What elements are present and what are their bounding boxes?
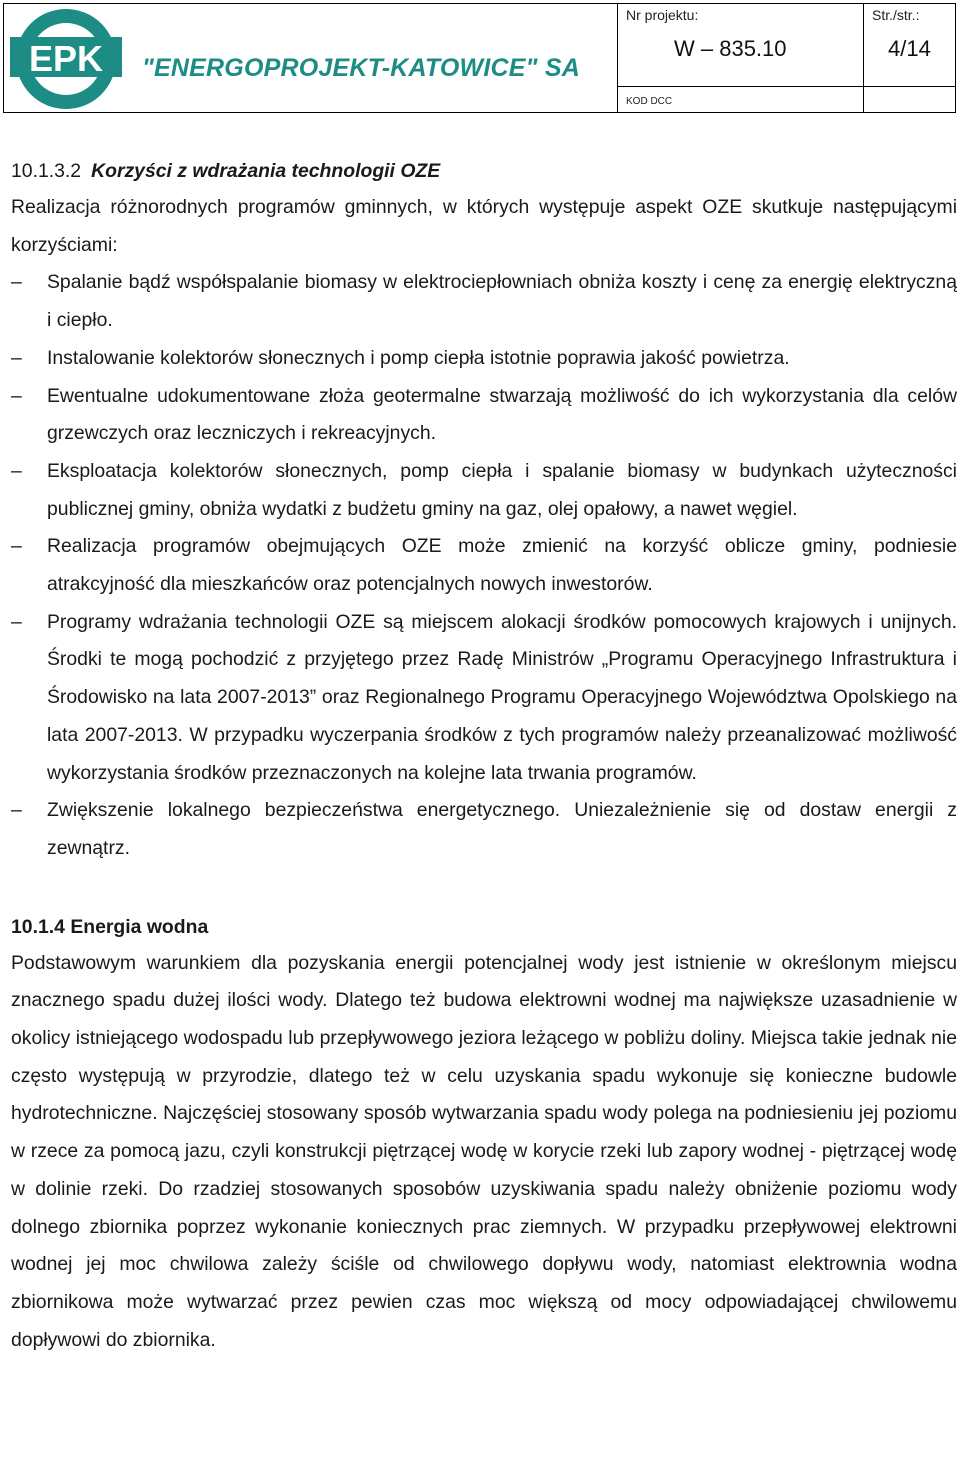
list-item xyxy=(11,264,957,339)
list-item xyxy=(11,378,957,453)
page-label: Str./str.: xyxy=(872,7,920,23)
code-label: KOD DCC xyxy=(626,96,673,107)
header-page-cell xyxy=(864,4,955,112)
list-item xyxy=(11,528,957,603)
logo-text: EPK xyxy=(28,38,104,79)
header-logo-cell xyxy=(4,4,618,112)
list-item-text: Eksploatacja kolektorów słonecznych, pomp ciepła i spalanie biomasy w budynkach użyteczności publicznej gminy, obniża wydatki z budżetu gminy na gaz, olej opałowy, a nawet węgiel. xyxy=(47,459,957,520)
list-item-text: Instalowanie kolektorów słonecznych i pomp ciepła istotnie poprawia jakość powietrza. xyxy=(47,346,790,369)
list-item xyxy=(11,604,957,793)
dash-bullet: – xyxy=(11,271,22,294)
list-item xyxy=(11,453,957,528)
list-item xyxy=(11,792,957,867)
list-item-text: Zwiększenie lokalnego bezpieczeństwa energetycznego. Uniezależnienie się od dostaw energii z zewnątrz. xyxy=(47,799,957,859)
section-title: Korzyści z wdrażania technologii OZE xyxy=(91,160,441,182)
benefits-list xyxy=(11,264,957,867)
dash-bullet: – xyxy=(11,384,22,407)
dash-bullet: – xyxy=(11,799,22,822)
section-heading-10-1-4 xyxy=(11,912,957,942)
list-item-text: Ewentualne udokumentowane złoża geotermalne stwarzają możliwość do ich wykorzystania dla celów grzewczych oraz leczniczych i rekreacyjnych. xyxy=(47,384,957,445)
list-item-text: Realizacja programów obejmujących OZE może zmienić na korzyść oblicze gminy, podniesie atrakcyjność dla mieszkańców oraz potencjalnych nowych inwestorów. xyxy=(47,535,957,596)
intro-paragraph: Realizacja różnorodnych programów gminnych, w których występuje aspekt OZE skutkuje następującymi korzyściami: xyxy=(11,196,957,256)
section-number: 10.1.4 xyxy=(11,915,65,938)
dash-bullet: – xyxy=(11,459,22,482)
section-heading-10-1-3-2 xyxy=(11,156,957,186)
list-item xyxy=(11,340,957,378)
project-number-label: Nr projektu: xyxy=(626,7,699,23)
document-header xyxy=(3,3,956,113)
dash-bullet: – xyxy=(11,610,22,633)
section-title: Energia wodna xyxy=(70,915,209,938)
dash-bullet: – xyxy=(11,535,22,558)
page-number-value: 4/14 xyxy=(888,36,931,61)
list-item-text: Spalanie bądź współspalanie biomasy w elektrociepłowniach obniża koszty i cenę za energię elektryczną i ciepło. xyxy=(47,271,957,332)
project-number-value: W – 835.10 xyxy=(674,36,787,61)
section-10-1-4 xyxy=(11,912,957,1360)
list-item-text: Programy wdrażania technologii OZE są miejscem alokacji środków pomocowych krajowych i unijnych. Środki te mogą pochodzić z przyjętego przez Radę Ministrów „Programu Operacyjnego Infrastruktura i Środowisko na lata 2007-2013” oraz Regionalnego Programu Operacyjnego Województwa Opolskiego na lata 2007-2013. W przypadku wyczerpania środków z tych programów należy przeanalizować możliwość wykorzystania środków przeznaczonych na kolejne lata trwania programów. xyxy=(47,610,957,784)
document-body xyxy=(11,156,957,1359)
company-logo xyxy=(10,4,122,114)
header-project-cell xyxy=(618,4,864,112)
company-name: "ENERGOPROJEKT-KATOWICE" SA xyxy=(142,54,580,82)
hydro-energy-paragraph: Podstawowym warunkiem dla pozyskania energii potencjalnej wody jest istnienie w określonym miejscu znacznego spadu dużej ilości wody. Dlatego też budowa elektrowni wodnej ma największe uzasadnienie w okolicy istniejącego wodospadu lub przepływowego jeziora leżącego w pobliżu doliny. Miejsca takie jednak nie często występują w przyrodzie, dlatego też w celu uzyskania spadu wykonuje się konieczne budowle hydrotechniczne. Najczęściej stosowany sposób wytwarzania spadu wody polega na podniesieniu jej poziomu w rzece za pomocą jazu, czyli konstrukcji piętrzącej wodę w korycie rzeki lub zapory wodnej - piętrzącej wodę w dolinie rzeki. Do rzadziej stosowanych sposobów uzyskiwania spadu należy obniżenie poziomu wody dolnego zbiornika poprzez wykonanie koniecznych prac ziemnych. W przypadku przepływowej elektrowni wodnej jej moc chwilowa zależy ściśle od chwilowego dopływu wody, natomiast elektrownia wodna zbiornikowa może wytwarzać przez pewien czas moc większą od mocy odpowiadającej chwilowemu dopływowi do zbiornika. xyxy=(11,951,957,1351)
dash-bullet: – xyxy=(11,346,22,369)
section-number: 10.1.3.2 xyxy=(11,160,82,182)
